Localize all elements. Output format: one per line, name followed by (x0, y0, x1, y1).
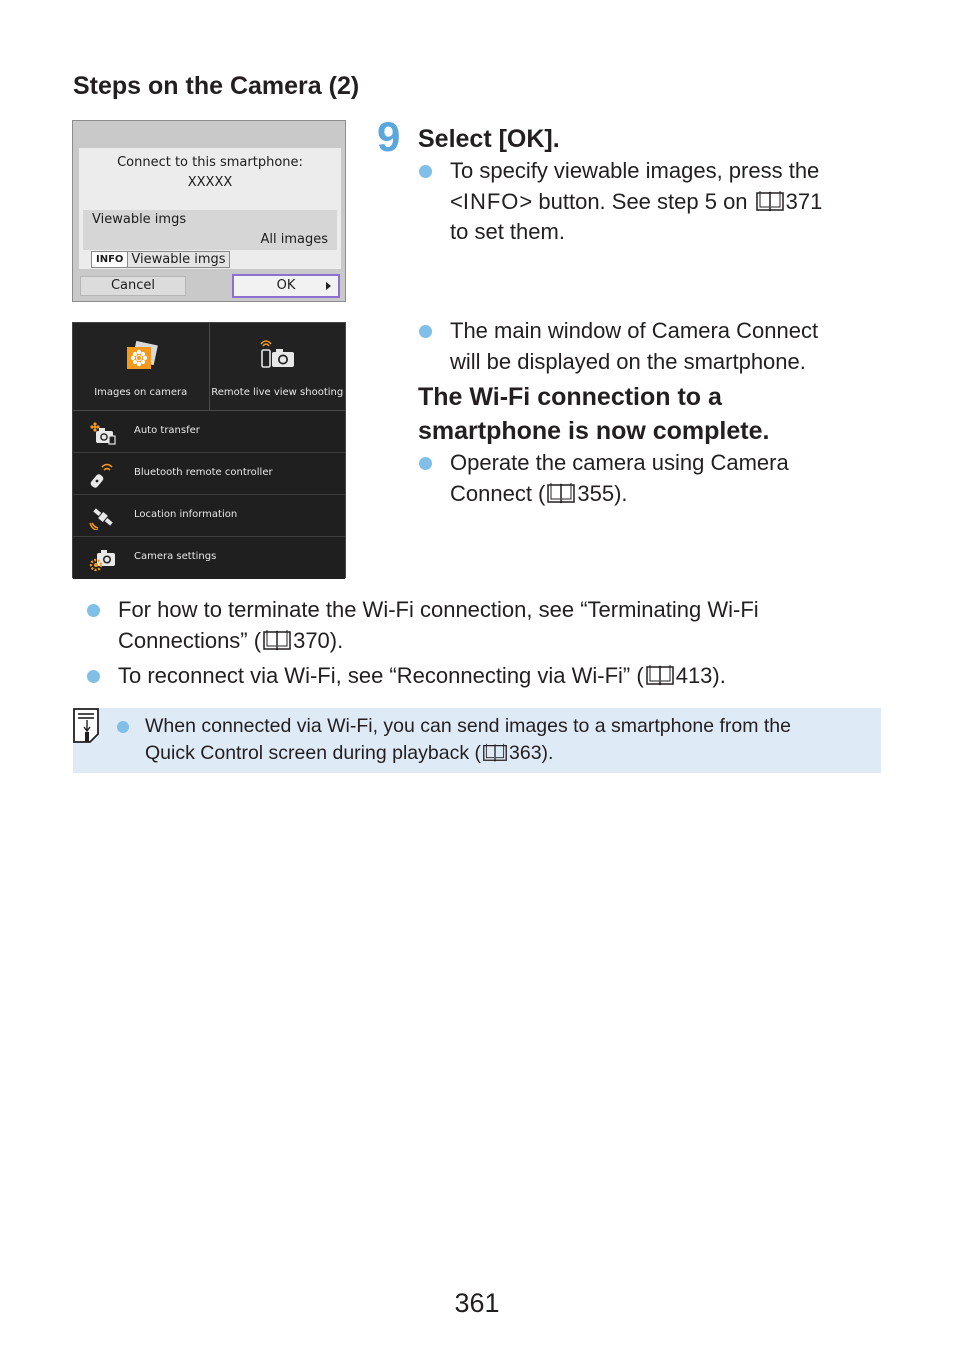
tile-remote-live-view[interactable] (210, 323, 346, 411)
info-viewable-button[interactable] (91, 251, 230, 268)
menu-row-camera-settings[interactable] (73, 538, 345, 579)
remote-shooting-icon (257, 337, 297, 377)
viewable-images-label: Viewable imgs (92, 212, 187, 227)
bullet-dot (419, 457, 432, 470)
note-box (73, 708, 881, 773)
bullet-line: Operate the camera using Camera (450, 450, 789, 475)
bullet-line: For how to terminate the Wi-Fi connection, see “Terminating Wi-Fi (118, 597, 759, 622)
row-label: Bluetooth remote controller (134, 467, 273, 478)
bullet-line: The main window of Camera Connect (450, 318, 819, 343)
note-text (145, 713, 791, 766)
menu-row-location-info[interactable] (73, 496, 345, 537)
completion-heading (418, 380, 769, 448)
bullet-terminate (118, 595, 878, 656)
completion-line-2: smartphone is now complete. (418, 417, 770, 445)
bullet-line (450, 479, 870, 510)
page-number: 361 (454, 1288, 500, 1318)
info-badge: INFO (92, 252, 128, 267)
page-ref[interactable]: 371 (785, 188, 823, 214)
camera-connect-dialog (72, 120, 346, 302)
book-icon (546, 482, 576, 504)
section-title: Steps on the Camera (2) (73, 72, 360, 100)
auto-transfer-icon (89, 420, 117, 446)
bullet-operate-camera (450, 448, 870, 509)
bullet-text: ). (712, 663, 726, 688)
cancel-button[interactable]: Cancel (80, 276, 186, 296)
bullet-dot (87, 604, 100, 617)
info-button-symbol: INFO (462, 188, 520, 214)
ok-button-label: OK (276, 278, 296, 293)
less-than: < (450, 188, 463, 214)
bullet-main-window (450, 316, 870, 377)
bullet-text: > button. See step 5 on (519, 188, 754, 214)
bullet-viewable-images (450, 156, 870, 248)
menu-row-bluetooth-remote[interactable] (73, 454, 345, 495)
info-button-label: Viewable imgs (128, 252, 228, 267)
connect-message (79, 153, 341, 193)
ok-button[interactable] (232, 274, 340, 298)
bluetooth-remote-icon (89, 462, 117, 488)
camera-connect-app-screen (72, 322, 346, 578)
bullet-dot (117, 721, 129, 733)
bullet-reconnect (118, 661, 878, 692)
note-text-part: ). (541, 741, 554, 764)
dialog-panel (79, 148, 341, 269)
menu-row-auto-transfer[interactable] (73, 412, 345, 453)
bullet-text: ). (329, 627, 344, 653)
page-ref[interactable]: 413 (675, 663, 713, 688)
bullet-dot (87, 670, 100, 683)
step-title: Select [OK]. (418, 125, 560, 153)
book-icon (482, 743, 508, 762)
tile-label: Images on camera (94, 387, 188, 398)
book-icon (262, 629, 292, 651)
step-number: 9 (377, 113, 401, 160)
app-tiles (73, 323, 345, 411)
right-arrow-icon (326, 282, 331, 290)
bullet-line: will be displayed on the smartphone. (450, 348, 806, 374)
row-label: Location information (134, 509, 238, 520)
book-icon (645, 664, 675, 686)
location-satellite-icon (89, 504, 117, 530)
bullet-text: ). (614, 480, 628, 506)
memo-note-icon (73, 708, 99, 744)
bullet-text: Connections” ( (118, 627, 262, 653)
images-on-camera-icon (121, 337, 161, 377)
row-label: Camera settings (134, 551, 217, 562)
viewable-images-value: All images (260, 232, 328, 247)
book-icon (755, 190, 785, 212)
bullet-line (118, 626, 878, 657)
bullet-text: To reconnect via Wi-Fi, see “Reconnecting via Wi-Fi” ( (118, 663, 644, 688)
tile-label: Remote live view shooting (211, 387, 344, 398)
tile-images-on-camera[interactable] (73, 323, 210, 411)
note-text-part: Quick Control screen during playback ( (145, 741, 481, 764)
note-line: When connected via Wi-Fi, you can send images to a smartphone from the (145, 715, 791, 737)
connect-device-name: XXXXX (187, 175, 233, 190)
bullet-line (450, 187, 870, 218)
viewable-images-setting (83, 210, 337, 250)
bullet-line: to set them. (450, 219, 565, 244)
bullet-dot (419, 325, 432, 338)
page-ref[interactable]: 370 (293, 627, 330, 653)
row-label: Auto transfer (134, 425, 200, 436)
page-ref[interactable]: 355 (577, 480, 615, 506)
camera-settings-icon (89, 546, 117, 572)
bullet-line: To specify viewable images, press the (450, 158, 820, 183)
bullet-line (118, 661, 878, 692)
bullet-text: Connect ( (450, 480, 546, 506)
connect-line-1: Connect to this smartphone: (117, 155, 303, 170)
completion-line-1: The Wi-Fi connection to a (418, 383, 722, 411)
note-line (145, 740, 791, 767)
bullet-dot (419, 165, 432, 178)
page-ref[interactable]: 363 (509, 741, 542, 764)
